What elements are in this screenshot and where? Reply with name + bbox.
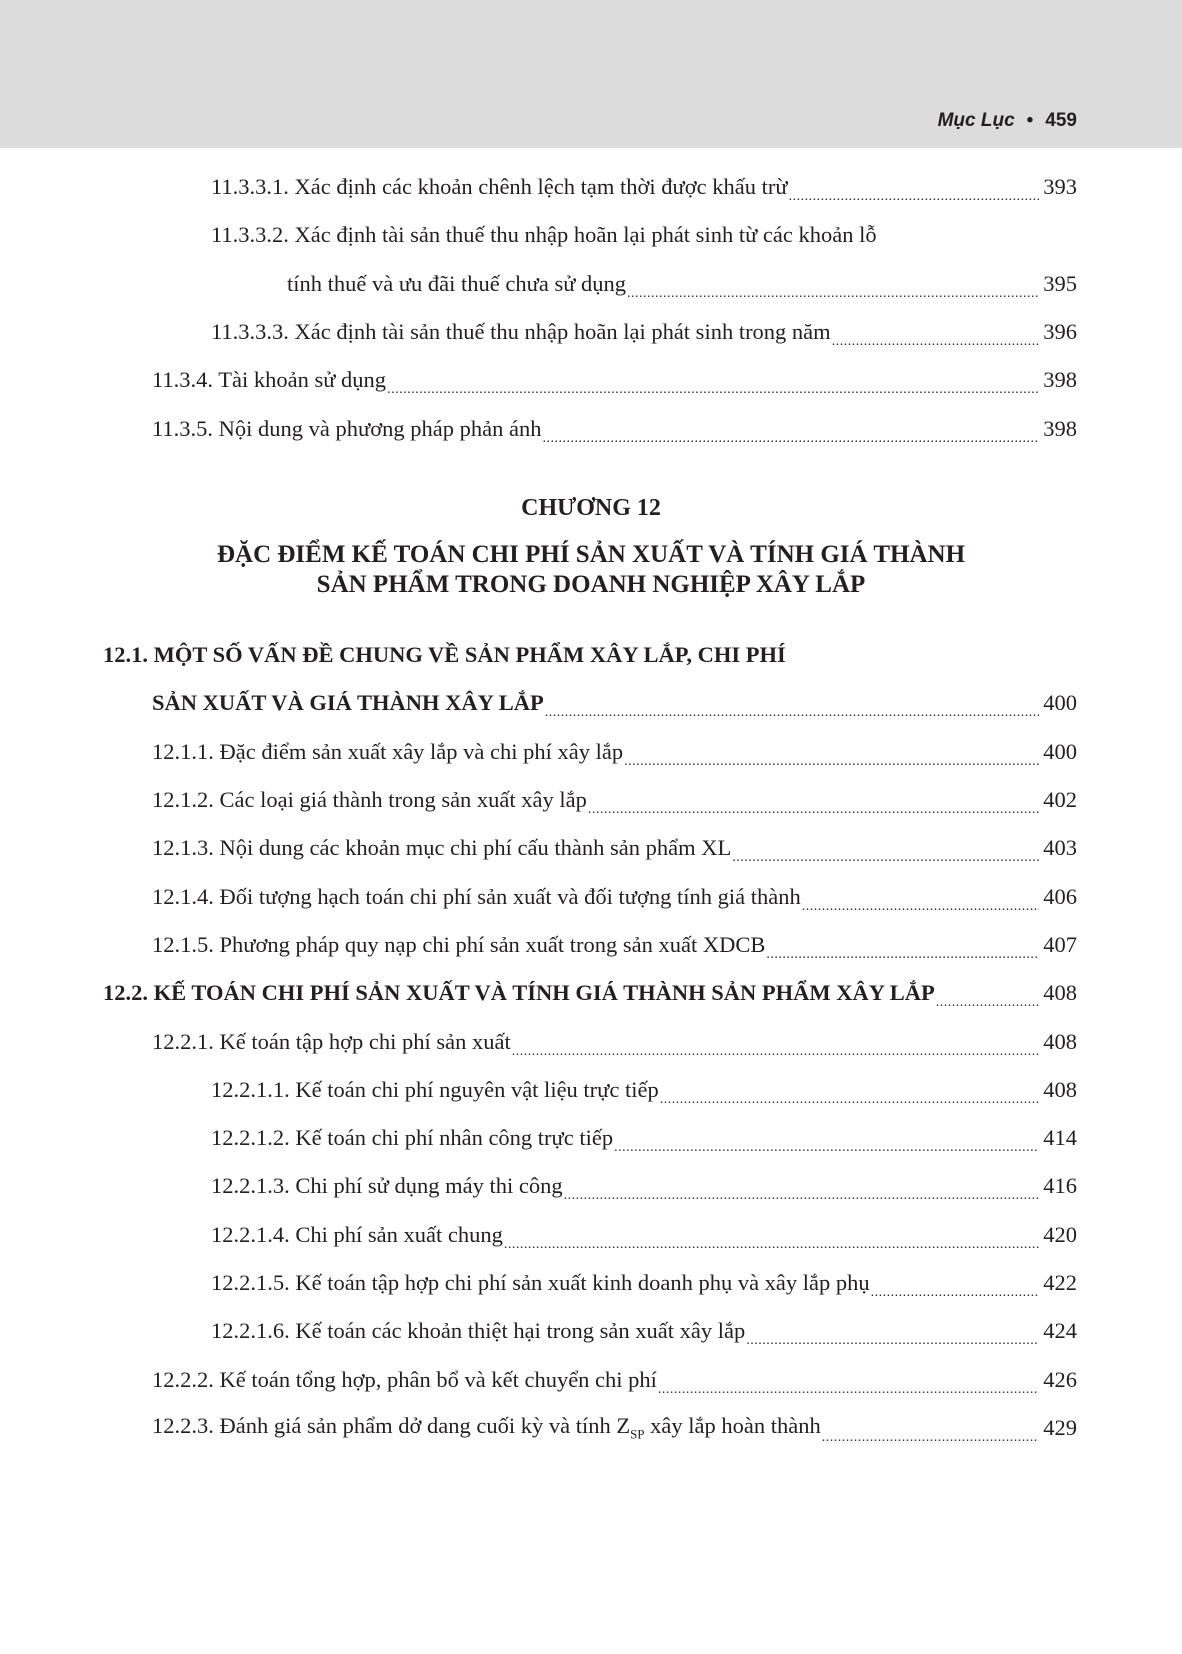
entry-label: 12.1.4. Đối tượng hạch toán chi phí sản xuất và đối tượng tính giá thành (152, 883, 801, 909)
entry-label: 12.1. MỘT SỐ VẤN ĐỀ CHUNG VỀ SẢN PHẨM XÂY LẮP, CHI PHÍ (103, 642, 786, 668)
header-separator: • (1026, 110, 1034, 131)
entry-label: 12.2.1.2. Kế toán chi phí nhân công trực tiếp (211, 1125, 614, 1151)
entry-label: 12.2. KẾ TOÁN CHI PHÍ SẢN XUẤT VÀ TÍNH GIÁ THÀNH SẢN PHẨM XÂY LẮP (103, 980, 935, 1006)
toc-entry (0, 776, 1077, 824)
entry-page: 398 (1043, 415, 1077, 441)
dot-leader (512, 1035, 1040, 1055)
dot-leader (789, 180, 1040, 200)
chapter-title-line1: ĐẶC ĐIỂM KẾ TOÁN CHI PHÍ SẢN XUẤT VÀ TÍNH GIÁ THÀNH (216, 541, 966, 568)
dot-leader (624, 745, 1039, 765)
toc-entry (0, 1404, 1077, 1452)
subscript: SP (630, 1426, 645, 1442)
entry-label: SẢN XUẤT VÀ GIÁ THÀNH XÂY LẮP (152, 690, 544, 716)
entry-label-text: 12.2.3. Đánh giá sản phẩm dở dang cuối kỳ và tính Z (152, 1413, 631, 1439)
dot-leader (614, 1131, 1039, 1151)
entry-page: 420 (1043, 1221, 1077, 1247)
chapter-number: CHƯƠNG 12 (521, 495, 661, 521)
entry-page: 398 (1043, 367, 1077, 393)
entry-label: 12.2.1.6. Kế toán các khoản thiệt hại trong sản xuất xây lắp (211, 1318, 746, 1344)
entry-page: 400 (1043, 738, 1077, 764)
entry-label: tính thuế và ưu đãi thuế chưa sử dụng (287, 270, 627, 296)
entry-label: 11.3.3.3. Xác định tài sản thuế thu nhập hoãn lại phát sinh trong năm (211, 319, 831, 345)
entry-page: 400 (1043, 690, 1077, 716)
entry-label: 12.2.2. Kế toán tổng hợp, phân bổ và kết chuyển chi phí (152, 1366, 657, 1392)
toc-entry (0, 728, 1077, 776)
dot-leader (936, 986, 1039, 1006)
dot-leader (545, 696, 1040, 716)
toc-entry (0, 1114, 1077, 1162)
entry-label: 11.3.5. Nội dung và phương pháp phản ánh (152, 415, 542, 441)
entry-page: 403 (1043, 835, 1077, 861)
entry-page: 414 (1043, 1125, 1077, 1151)
dot-leader (766, 938, 1039, 958)
dot-leader (387, 373, 1039, 393)
header-page-number: 459 (1045, 110, 1077, 131)
entry-page: 408 (1043, 1028, 1077, 1054)
toc-entry (0, 872, 1077, 920)
entry-label: 12.1.2. Các loại giá thành trong sản xuất xây lắp (152, 787, 587, 813)
dot-leader (660, 1083, 1040, 1103)
toc-section-heading (0, 679, 1077, 727)
dot-leader (871, 1276, 1040, 1296)
entry-page: 424 (1043, 1318, 1077, 1344)
dot-leader (542, 422, 1039, 442)
toc-chapter-12-section (0, 631, 1182, 1452)
toc-entry (0, 356, 1077, 404)
entry-page: 406 (1043, 883, 1077, 909)
toc-top-section (0, 163, 1182, 453)
toc-entry (0, 163, 1077, 211)
entry-page: 407 (1043, 931, 1077, 957)
toc-entry (0, 1355, 1077, 1403)
entry-page: 395 (1043, 270, 1077, 296)
dot-leader (822, 1421, 1040, 1441)
dot-leader (627, 277, 1039, 297)
running-header (0, 0, 1182, 148)
entry-page: 393 (1043, 174, 1077, 200)
toc-section-heading (0, 969, 1077, 1017)
chapter-title-line2: SẢN PHẨM TRONG DOANH NGHIỆP XÂY LẮP (316, 571, 866, 598)
entry-label: 12.2.1.3. Chi phí sử dụng máy thi công (211, 1173, 563, 1199)
toc-entry (0, 404, 1077, 452)
entry-page: 402 (1043, 787, 1077, 813)
toc-entry (0, 921, 1077, 969)
toc-entry (0, 308, 1077, 356)
header-title: Mục Lục (937, 110, 1015, 131)
dot-leader (832, 325, 1040, 345)
entry-label: 12.2.1. Kế toán tập hợp chi phí sản xuất (152, 1028, 511, 1054)
entry-label: 12.2.1.5. Kế toán tập hợp chi phí sản xuất kinh doanh phụ và xây lắp phụ (211, 1270, 870, 1295)
dot-leader (588, 793, 1039, 813)
dot-leader (732, 841, 1039, 861)
entry-label (152, 1413, 822, 1443)
toc-entry (0, 260, 1077, 308)
entry-label: 12.2.1.1. Kế toán chi phí nguyên vật liệu trực tiếp (211, 1076, 659, 1102)
entry-label: 11.3.4. Tài khoản sử dụng (152, 367, 387, 393)
header-text (938, 110, 1077, 132)
entry-label-text: xây lắp hoàn thành (644, 1413, 821, 1439)
entry-page: 416 (1043, 1173, 1077, 1199)
toc-entry (0, 211, 1077, 259)
entry-page: 408 (1043, 980, 1077, 1006)
entry-label: 11.3.3.1. Xác định các khoản chênh lệch tạm thời được khấu trừ (211, 174, 788, 200)
dot-leader (504, 1228, 1039, 1248)
entry-page: 408 (1043, 1076, 1077, 1102)
entry-page: 429 (1043, 1414, 1077, 1440)
entry-label: 12.1.5. Phương pháp quy nạp chi phí sản xuất trong sản xuất XDCB (152, 931, 766, 957)
entry-label: 12.1.1. Đặc điểm sản xuất xây lắp và chi phí xây lắp (152, 738, 624, 764)
dot-leader (564, 1179, 1040, 1199)
toc-entry (0, 1066, 1077, 1114)
toc-entry (0, 1211, 1077, 1259)
toc-section-heading (0, 631, 1077, 679)
entry-label: 12.1.3. Nội dung các khoản mục chi phí cấu thành sản phẩm XL (152, 835, 732, 861)
entry-page: 396 (1043, 319, 1077, 345)
toc-entry (0, 1259, 1077, 1307)
toc-entry (0, 824, 1077, 872)
dot-leader (658, 1373, 1039, 1393)
entry-label: 12.2.1.4. Chi phí sản xuất chung (211, 1221, 503, 1247)
entry-page: 422 (1043, 1270, 1077, 1295)
dot-leader (746, 1324, 1039, 1344)
toc-entry (0, 1017, 1077, 1065)
toc-entry (0, 1307, 1077, 1355)
dot-leader (802, 890, 1040, 910)
entry-label: 11.3.3.2. Xác định tài sản thuế thu nhập hoãn lại phát sinh từ các khoản lỗ (211, 222, 877, 248)
entry-page: 426 (1043, 1366, 1077, 1392)
toc-entry (0, 1162, 1077, 1210)
